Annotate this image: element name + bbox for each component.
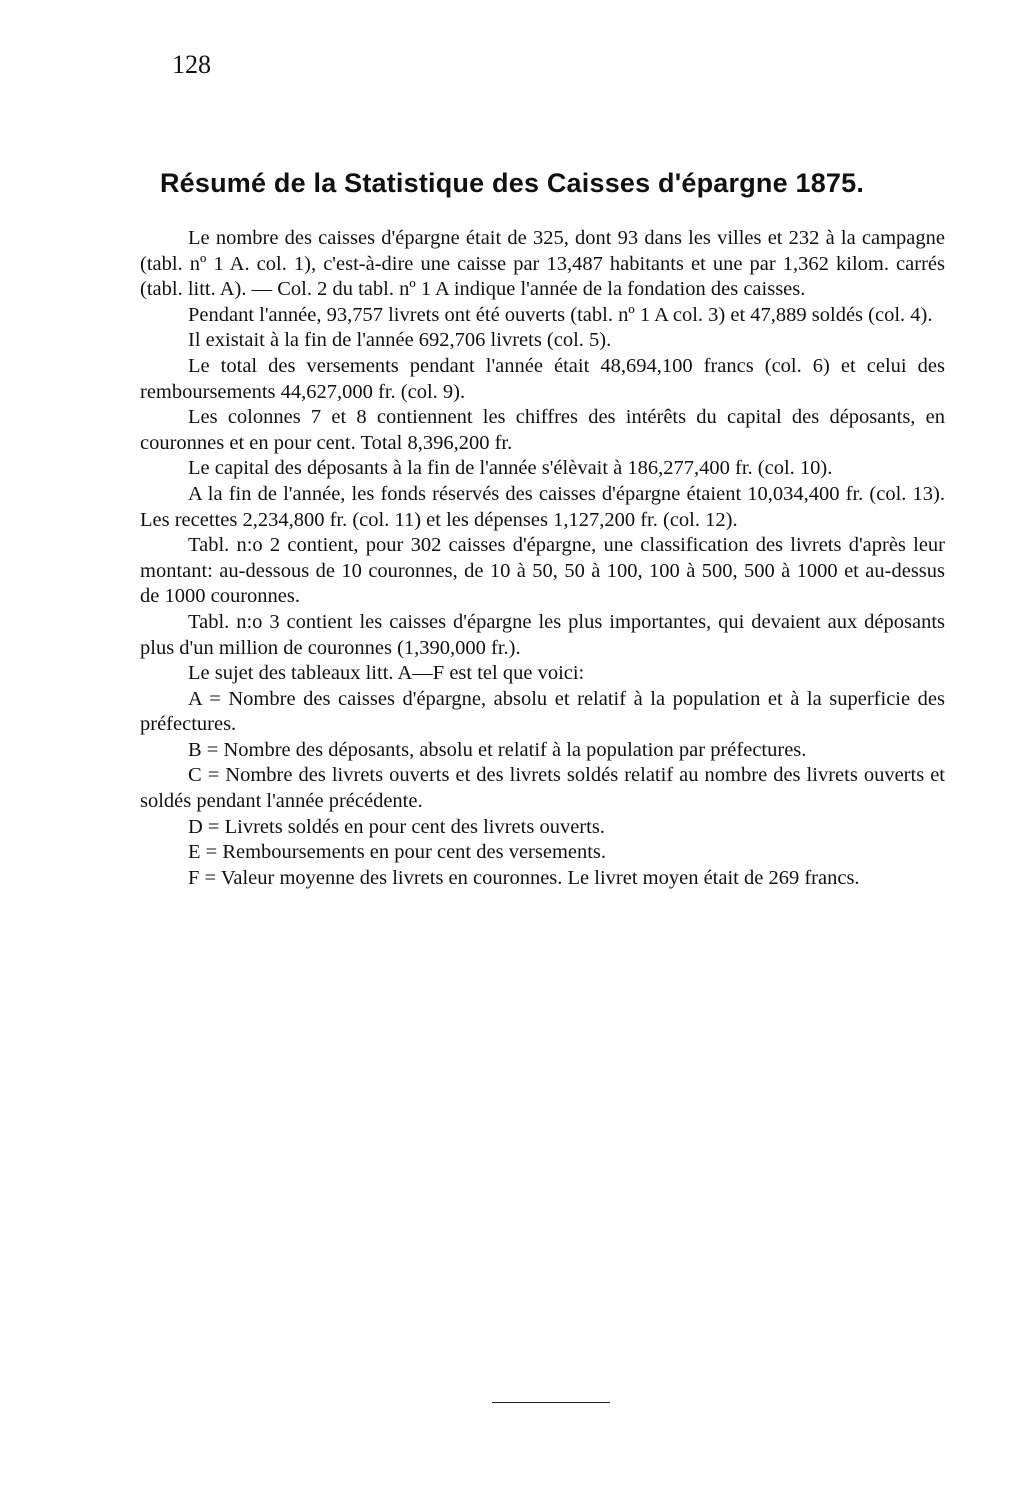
- paragraph-livrets-existing: Il existait à la fin de l'année 692,706 livrets (col. 5).: [188, 329, 612, 352]
- end-rule: [492, 1402, 610, 1403]
- paragraph-fonds-reserves: A la fin de l'année, les fonds réservés des caisses d'épargne étaient 10,034,400 fr. (col. 13). Les recettes 2,234,800 fr. (col. 11) et les dépenses 1,127,200 fr. (col. 12).: [140, 482, 945, 531]
- paragraph-capital: Le capital des déposants à la fin de l'année s'élèvait à 186,277,400 fr. (col. 10).: [188, 457, 833, 480]
- legend-item-e: E = Remboursements en pour cent des versements.: [188, 841, 607, 864]
- legend-item-a: A = Nombre des caisses d'épargne, absolu et relatif à la population et à la superficie des préfectures.: [140, 687, 945, 736]
- legend-item-d: D = Livrets soldés en pour cent des livrets ouverts.: [188, 815, 605, 838]
- paragraph-interets: Les colonnes 7 et 8 contiennent les chiffres des intérêts du capital des déposants, en couronnes et en pour cent. Total 8,396,200 fr.: [140, 406, 945, 454]
- paragraph-tabl-2: Tabl. n:o 2 contient, pour 302 caisses d'épargne, une classification des livrets d'après leur montant: au-dessous de 10 couronnes, de 10 à 50, 50 à 100, 100 à 500, 500 à 1000 et au-dessus de 1000 couronnes.: [140, 534, 945, 608]
- paragraph-tabl-3: Tabl. n:o 3 contient les caisses d'épargne les plus importantes, qui devaient aux déposants plus d'un million de couronnes (1,390,000 fr.).: [140, 610, 945, 659]
- page-title: Résumé de la Statistique des Caisses d'épargne 1875.: [159, 168, 865, 198]
- legend-item-f: F = Valeur moyenne des livrets en couronnes. Le livret moyen était de 269 francs.: [188, 866, 860, 889]
- paragraph-versements: Le total des versements pendant l'année était 48,694,100 francs (col. 6) et celui des remboursements 44,627,000 fr. (col. 9).: [140, 354, 945, 403]
- legend-item-b: B = Nombre des déposants, absolu et relatif à la population par préfectures.: [188, 738, 807, 761]
- legend-item-c: C = Nombre des livrets ouverts et des livrets soldés relatif au nombre des livrets ouverts et soldés pendant l'année précédente.: [140, 764, 945, 813]
- paragraph-livrets-opened: Pendant l'année, 93,757 livrets ont été ouverts (tabl. nº 1 A col. 3) et 47,889 soldés (col. 4).: [188, 303, 933, 326]
- page-number: 128: [172, 50, 211, 79]
- body-text: [140, 226, 945, 891]
- paragraph-caisses-count: Le nombre des caisses d'épargne était de 325, dont 93 dans les villes et 232 à la campagne (tabl. nº 1 A. col. 1), c'est-à-dire une caisse par 13,487 habitants et une par 1,362 kilom. carrés (tabl. litt. A). — Col. 2 du tabl. nº 1 A indique l'année de la fondation des caisses.: [140, 227, 945, 301]
- paragraph-tableaux-intro: Le sujet des tableaux litt. A—F est tel que voici:: [188, 662, 585, 685]
